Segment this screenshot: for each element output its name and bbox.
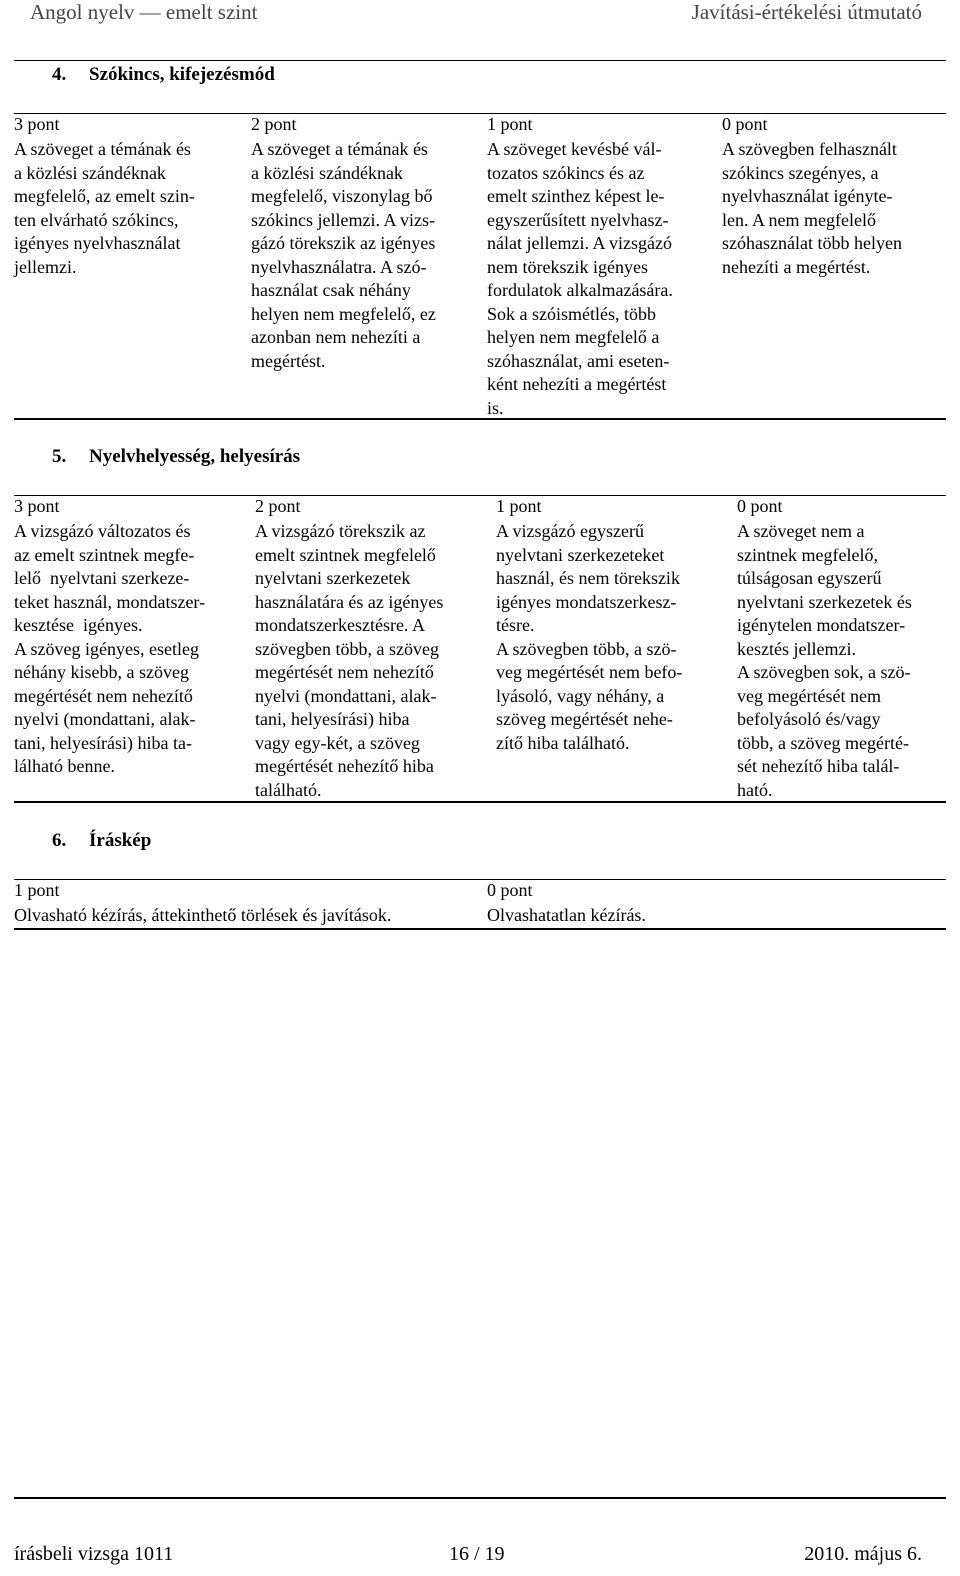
text-line: szintnek megfelelő, <box>737 544 878 565</box>
text-line: A szövegben felhasznált <box>722 139 897 159</box>
text-line: nyelvtani szerkezetek <box>255 568 411 588</box>
text-line: kesztés jellemzi. <box>737 638 856 659</box>
section-4-bottom-rule <box>14 418 946 420</box>
section-4-col-2-label: 2 pont <box>251 114 297 134</box>
text-line: Olvashatatlan kézírás. <box>487 905 646 925</box>
text-line: megfelelő, viszonylag bő <box>251 186 433 206</box>
text-line: szöveg megértését nehe- <box>496 709 673 729</box>
section-4-col-2-text <box>251 138 436 373</box>
text-line: emelt szintnek megfelelő <box>255 544 436 565</box>
text-line: nehezíti a megértést. <box>722 256 871 277</box>
text-line: sét nehezítő hiba talál- <box>737 756 900 776</box>
text-line: egyszerűsített nyelvhasz- <box>487 209 669 230</box>
text-line: az emelt szintnek megfe- <box>14 544 195 565</box>
text-line: veg megértését nem befo- <box>496 662 683 682</box>
section-6-col-2-text <box>487 904 646 928</box>
text-line: szókincs szegényes, a <box>722 162 879 183</box>
text-line: teket használ, mondatszer- <box>14 591 206 612</box>
section-5-top-rule <box>14 495 946 496</box>
text-line: Olvasható kézírás, áttekinthető törlések és javítások. <box>14 905 392 925</box>
text-line: A szöveget a témának és <box>14 139 191 159</box>
text-line: tani, helyesírási) hiba ta- <box>14 732 192 753</box>
text-line: ten elvárható szókincs, <box>14 209 179 230</box>
text-line: megértést. <box>251 350 326 371</box>
section-4-col-1-label: 3 pont <box>14 114 60 134</box>
section-4-col-4-text <box>722 138 902 279</box>
section-5-col-4-text <box>737 520 912 802</box>
section-4-col-3-label: 1 pont <box>487 114 533 134</box>
section-6-number: 6. <box>52 830 67 851</box>
text-line: is. <box>487 397 504 418</box>
text-line: tozatos szókincs és az <box>487 162 645 183</box>
text-line: A szöveget nem a <box>737 521 865 541</box>
text-line: a közlési szándéknak <box>14 162 166 183</box>
text-line: A szöveget kevésbé vál- <box>487 139 662 159</box>
section-4-title: Szókincs, kifejezésmód <box>89 64 275 85</box>
text-line: A vizsgázó változatos és <box>14 521 191 541</box>
text-line: megértését nem nehezítő <box>14 685 193 706</box>
text-line: tésre. <box>496 615 535 635</box>
section-5-col-3-text <box>496 520 682 755</box>
section-4-col-1-text <box>14 138 195 279</box>
text-line: vagy egy-két, a szöveg <box>255 732 420 753</box>
text-line: szókincs jellemzi. A vizs- <box>251 209 435 230</box>
footer-page-number: 16 / 19 <box>449 1543 505 1565</box>
section-5-title: Nyelvhelyesség, helyesírás <box>89 446 301 467</box>
footer-exam: írásbeli vizsga 1011 <box>14 1543 174 1565</box>
text-line: szóhasználat, ami eseten- <box>487 350 670 371</box>
text-line: található. <box>255 779 322 800</box>
footer-date: 2010. május 6. <box>804 1543 922 1565</box>
text-line: használatára és az igényes <box>255 591 444 612</box>
section-6-col-1-label: 1 pont <box>14 880 60 900</box>
section-6-bottom-rule <box>14 928 946 930</box>
text-line: használat csak néhány <box>251 280 411 300</box>
text-line: azonban nem nehezíti a <box>251 327 421 347</box>
text-line: nyelvtani szerkezeteket <box>496 544 665 565</box>
text-line: több, a szöveg megérté- <box>737 732 909 753</box>
section-6-col-1-text <box>14 904 391 928</box>
text-line: lelő nyelvtani szerkeze- <box>14 568 190 588</box>
text-line: A szövegben sok, a szö- <box>737 662 911 682</box>
text-line: veg megértését nem <box>737 685 881 706</box>
text-line: helyen nem megfelelő, ez <box>251 303 436 324</box>
section-6-top-rule <box>14 879 946 880</box>
header-left: Angol nyelv — emelt szint <box>30 0 258 24</box>
text-line: A vizsgázó egyszerű <box>496 521 644 541</box>
text-line: nem törekszik igényes <box>487 256 648 277</box>
text-line: igényes nyelvhasználat <box>14 233 181 253</box>
section-4-col-3-text <box>487 138 673 420</box>
text-line: kesztése igényes. <box>14 615 143 635</box>
text-line: ként nehezíti a megértést <box>487 374 667 394</box>
text-line: zítő hiba található. <box>496 732 630 753</box>
text-line: megfelelő, az emelt szin- <box>14 186 195 206</box>
text-line: szóhasználat több helyen <box>722 233 902 253</box>
section-5-col-2-label: 2 pont <box>255 496 301 516</box>
text-line: A vizsgázó törekszik az <box>255 521 426 541</box>
text-line: mondatszerkesztésre. A <box>255 615 425 635</box>
text-line: helyen nem megfelelő a <box>487 327 660 347</box>
section-4-number: 4. <box>52 64 67 85</box>
text-line: fordulatok alkalmazására. <box>487 280 673 300</box>
text-line: befolyásoló és/vagy <box>737 709 881 729</box>
text-line: A szöveg igényes, esetleg <box>14 638 199 659</box>
text-line: emelt szinthez képest le- <box>487 186 665 206</box>
text-line: használ, és nem törekszik <box>496 568 680 588</box>
text-line: lyásoló, vagy néhány, a <box>496 685 665 706</box>
section-6-col-2-label: 0 pont <box>487 880 533 900</box>
text-line: jellemzi. <box>14 256 77 277</box>
text-line: néhány kisebb, a szöveg <box>14 662 189 682</box>
text-line: megértését nem nehezítő <box>255 662 434 682</box>
text-line: A szövegben több, a szö- <box>496 638 677 659</box>
text-line: lálható benne. <box>14 756 115 776</box>
header-rule <box>14 60 946 61</box>
text-line: nyelvi (mondattani, alak- <box>14 709 196 729</box>
section-6-title: Íráskép <box>89 830 152 851</box>
header-right: Javítási-értékelési útmutató <box>691 0 922 24</box>
text-line: megértését nehezítő hiba <box>255 756 434 776</box>
text-line: nyelvtani szerkezetek és <box>737 591 912 612</box>
text-line: nyelvi (mondattani, alak- <box>255 685 437 706</box>
section-5-col-1-label: 3 pont <box>14 496 60 516</box>
section-4-top-rule <box>14 113 946 114</box>
text-line: nálat jellemzi. A vizsgázó <box>487 233 672 253</box>
text-line: A szöveget a témának és <box>251 139 428 159</box>
text-line: ható. <box>737 779 773 800</box>
text-line: igényes mondatszerkesz- <box>496 591 677 612</box>
text-line: szövegben több, a szöveg <box>255 638 439 659</box>
section-4-col-4-label: 0 pont <box>722 114 768 134</box>
text-line: nyelvhasználat igényte- <box>722 186 893 206</box>
text-line: gázó törekszik az igényes <box>251 233 436 253</box>
section-5-col-1-text <box>14 520 205 779</box>
text-line: a közlési szándéknak <box>251 162 403 183</box>
footer-rule <box>14 1497 946 1499</box>
text-line: nyelvhasználatra. A szó- <box>251 256 427 277</box>
text-line: len. A nem megfelelő <box>722 209 876 230</box>
section-5-col-4-label: 0 pont <box>737 496 783 516</box>
text-line: tani, helyesírási) hiba <box>255 709 410 729</box>
text-line: igénytelen mondatszer- <box>737 615 906 635</box>
section-5-number: 5. <box>52 446 67 467</box>
section-5-col-3-label: 1 pont <box>496 496 542 516</box>
text-line: túlságosan egyszerű <box>737 568 882 588</box>
section-5-col-2-text <box>255 520 443 802</box>
text-line: Sok a szóismétlés, több <box>487 303 656 324</box>
